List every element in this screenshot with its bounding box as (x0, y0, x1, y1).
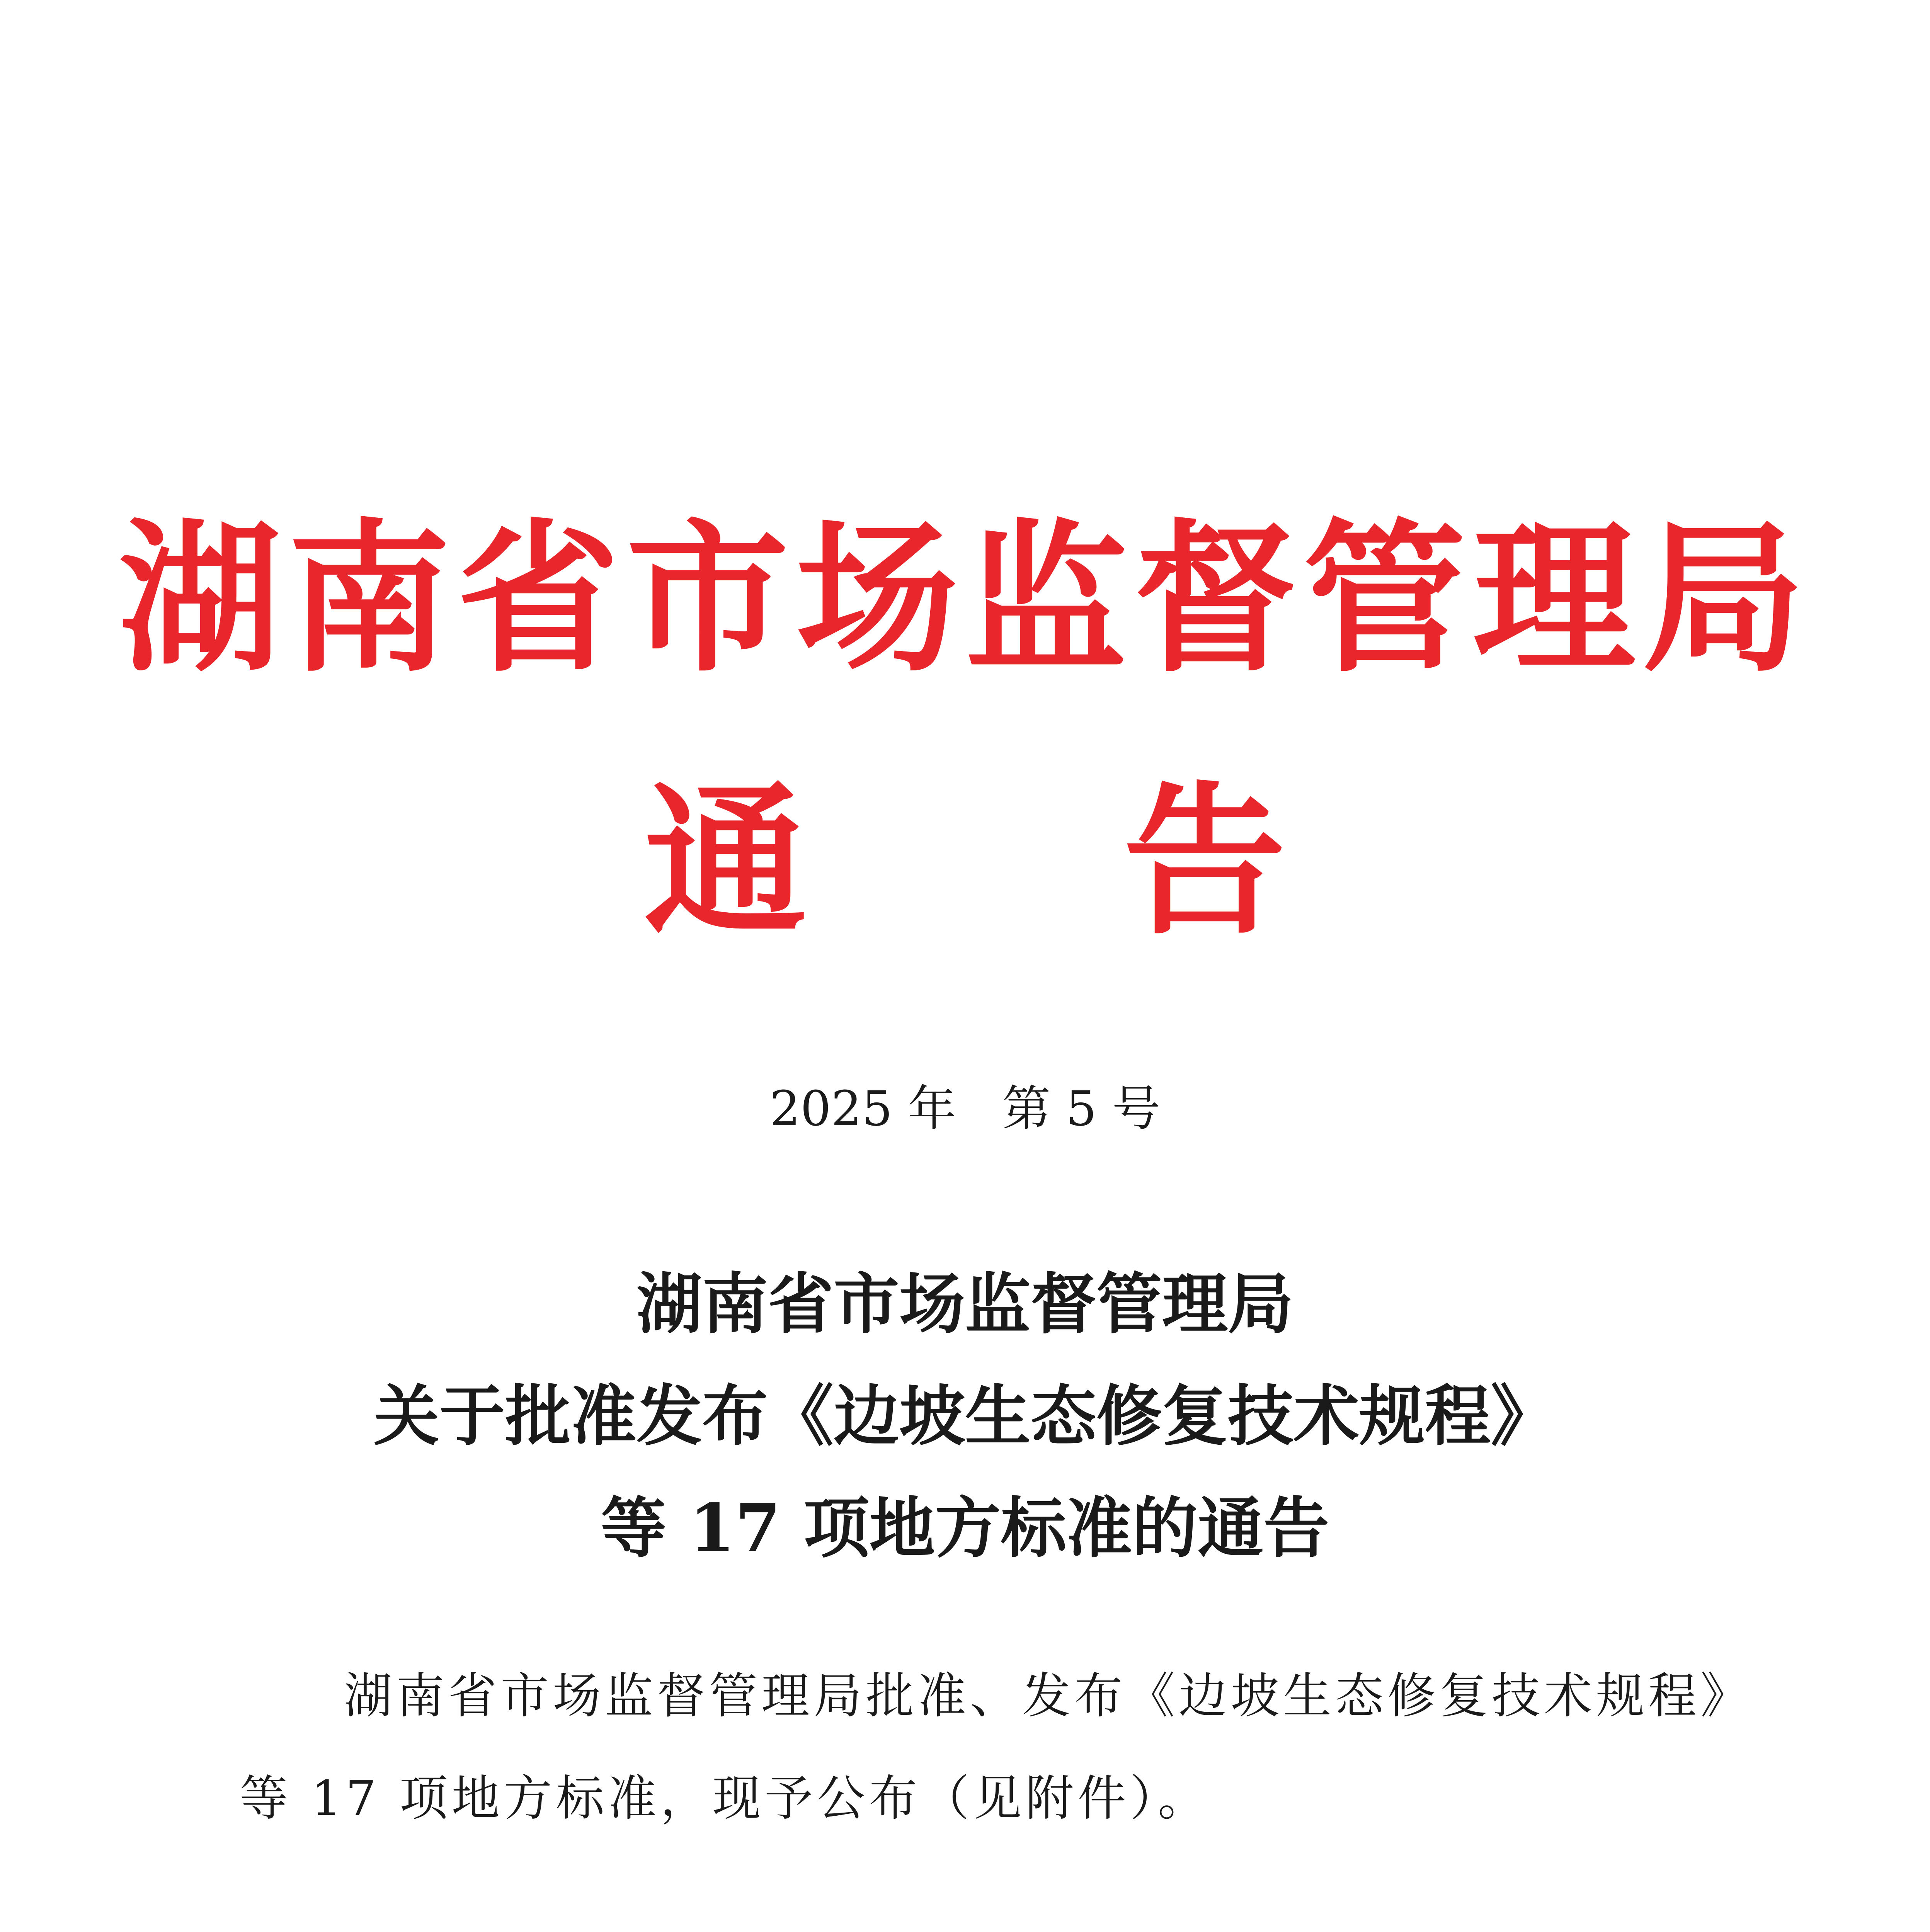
masthead-agency: 湖南省市场监督管理局 (119, 503, 1811, 694)
body-paragraph-line-1: 湖南省市场监督管理局批准、发布《边坡生态修复技术规程》 (344, 1668, 1753, 1724)
title-line-2: 关于批准发布《边坡生态修复技术规程》 (373, 1378, 1556, 1455)
masthead-notice-word: 通告 (644, 766, 1603, 957)
document-number: 2025 年 第 5 号 (769, 1081, 1161, 1137)
title-line-1: 湖南省市场监督管理局 (636, 1265, 1293, 1343)
title-line-3: 等 17 项地方标准的通告 (601, 1490, 1329, 1567)
body-paragraph-line-2: 等 17 项地方标准，现予公布（见附件）。 (240, 1770, 1210, 1827)
